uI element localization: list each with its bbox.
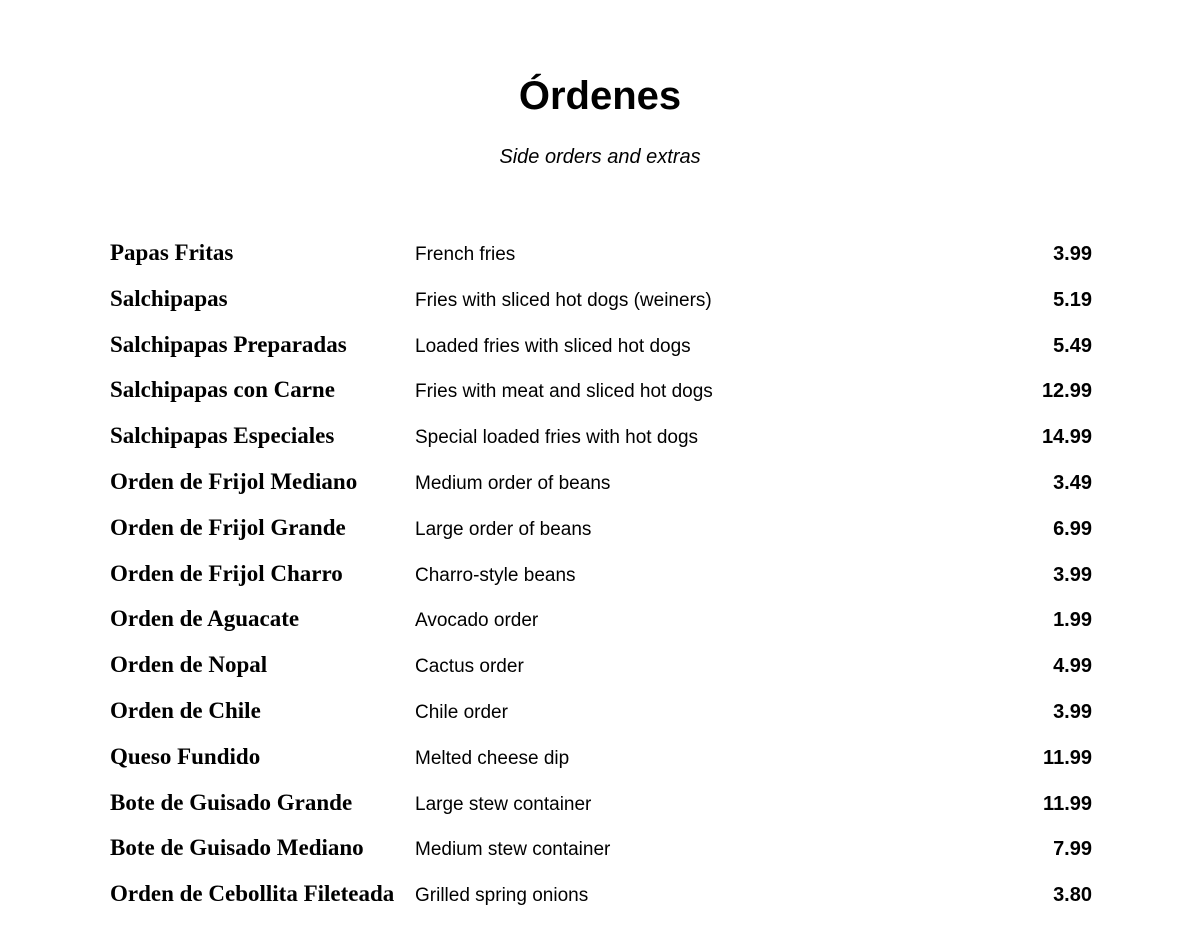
item-price: 6.99 bbox=[1053, 517, 1092, 540]
menu-item bbox=[110, 735, 1092, 781]
menu-item bbox=[110, 414, 1092, 460]
item-price: 5.49 bbox=[1053, 334, 1092, 357]
item-name: Salchipapas Especiales bbox=[110, 423, 335, 449]
item-description: Grilled spring onions bbox=[415, 885, 589, 907]
menu-item bbox=[110, 552, 1092, 598]
item-name: Papas Fritas bbox=[110, 240, 234, 265]
item-price: 4.99 bbox=[1053, 655, 1092, 678]
item-description: Cactus order bbox=[415, 656, 524, 678]
item-price: 1.99 bbox=[1053, 609, 1092, 632]
item-price: 14.99 bbox=[1041, 426, 1092, 449]
item-description: Melted cheese dip bbox=[415, 747, 570, 769]
item-description: Chile order bbox=[415, 701, 508, 723]
item-price: 3.49 bbox=[1053, 471, 1092, 494]
menu-item bbox=[110, 781, 1092, 827]
item-name: Salchipapas Preparadas bbox=[110, 331, 347, 357]
item-price: 7.99 bbox=[1053, 838, 1092, 861]
menu-list bbox=[110, 231, 1092, 918]
menu-item bbox=[110, 277, 1092, 323]
item-name: Orden de Frijol Grande bbox=[110, 514, 346, 540]
item-price: 3.99 bbox=[1053, 700, 1092, 723]
menu-item bbox=[110, 368, 1092, 414]
item-price: 11.99 bbox=[1043, 792, 1092, 815]
menu-item bbox=[110, 643, 1092, 689]
item-description: Medium order of beans bbox=[415, 472, 611, 494]
item-name: Orden de Cebollita Fileteada bbox=[110, 881, 395, 907]
item-name: Orden de Nopal bbox=[110, 652, 268, 678]
item-price: 12.99 bbox=[1041, 380, 1092, 403]
item-name: Queso Fundido bbox=[110, 743, 261, 769]
item-price: 5.19 bbox=[1053, 288, 1092, 311]
item-description: Charro-style beans bbox=[415, 564, 576, 586]
item-description: Medium stew container bbox=[415, 839, 611, 861]
menu-item bbox=[110, 597, 1092, 643]
item-description: Avocado order bbox=[415, 610, 539, 632]
menu-item bbox=[110, 460, 1092, 506]
item-price: 3.99 bbox=[1053, 243, 1092, 265]
item-name: Orden de Frijol Mediano bbox=[110, 468, 358, 494]
menu-item bbox=[110, 231, 1092, 277]
item-name: Bote de Guisado Grande bbox=[110, 789, 353, 815]
menu-item bbox=[110, 506, 1092, 552]
item-name: Salchipapas bbox=[110, 285, 228, 311]
page-title: Órdenes bbox=[518, 74, 682, 118]
item-name: Bote de Guisado Mediano bbox=[110, 835, 364, 861]
item-description: Special loaded fries with hot dogs bbox=[415, 427, 699, 449]
item-price: 3.99 bbox=[1053, 563, 1092, 586]
menu-item bbox=[110, 323, 1092, 369]
item-description: Large order of beans bbox=[415, 518, 592, 540]
menu-item bbox=[110, 872, 1092, 918]
item-price: 11.99 bbox=[1043, 746, 1092, 769]
item-description: French fries bbox=[415, 244, 516, 265]
item-name: Orden de Chile bbox=[110, 697, 261, 723]
item-description: Loaded fries with sliced hot dogs bbox=[415, 335, 691, 357]
item-description: Fries with sliced hot dogs (weiners) bbox=[415, 289, 712, 311]
menu-item bbox=[110, 689, 1092, 735]
item-description: Large stew container bbox=[415, 793, 592, 815]
item-description: Fries with meat and sliced hot dogs bbox=[415, 381, 713, 403]
item-name: Orden de Aguacate bbox=[110, 606, 300, 632]
item-name: Orden de Frijol Charro bbox=[110, 560, 343, 586]
item-name: Salchipapas con Carne bbox=[110, 377, 335, 403]
menu-item bbox=[110, 826, 1092, 872]
item-price: 3.80 bbox=[1053, 884, 1092, 907]
page-subtitle: Side orders and extras bbox=[499, 146, 701, 168]
